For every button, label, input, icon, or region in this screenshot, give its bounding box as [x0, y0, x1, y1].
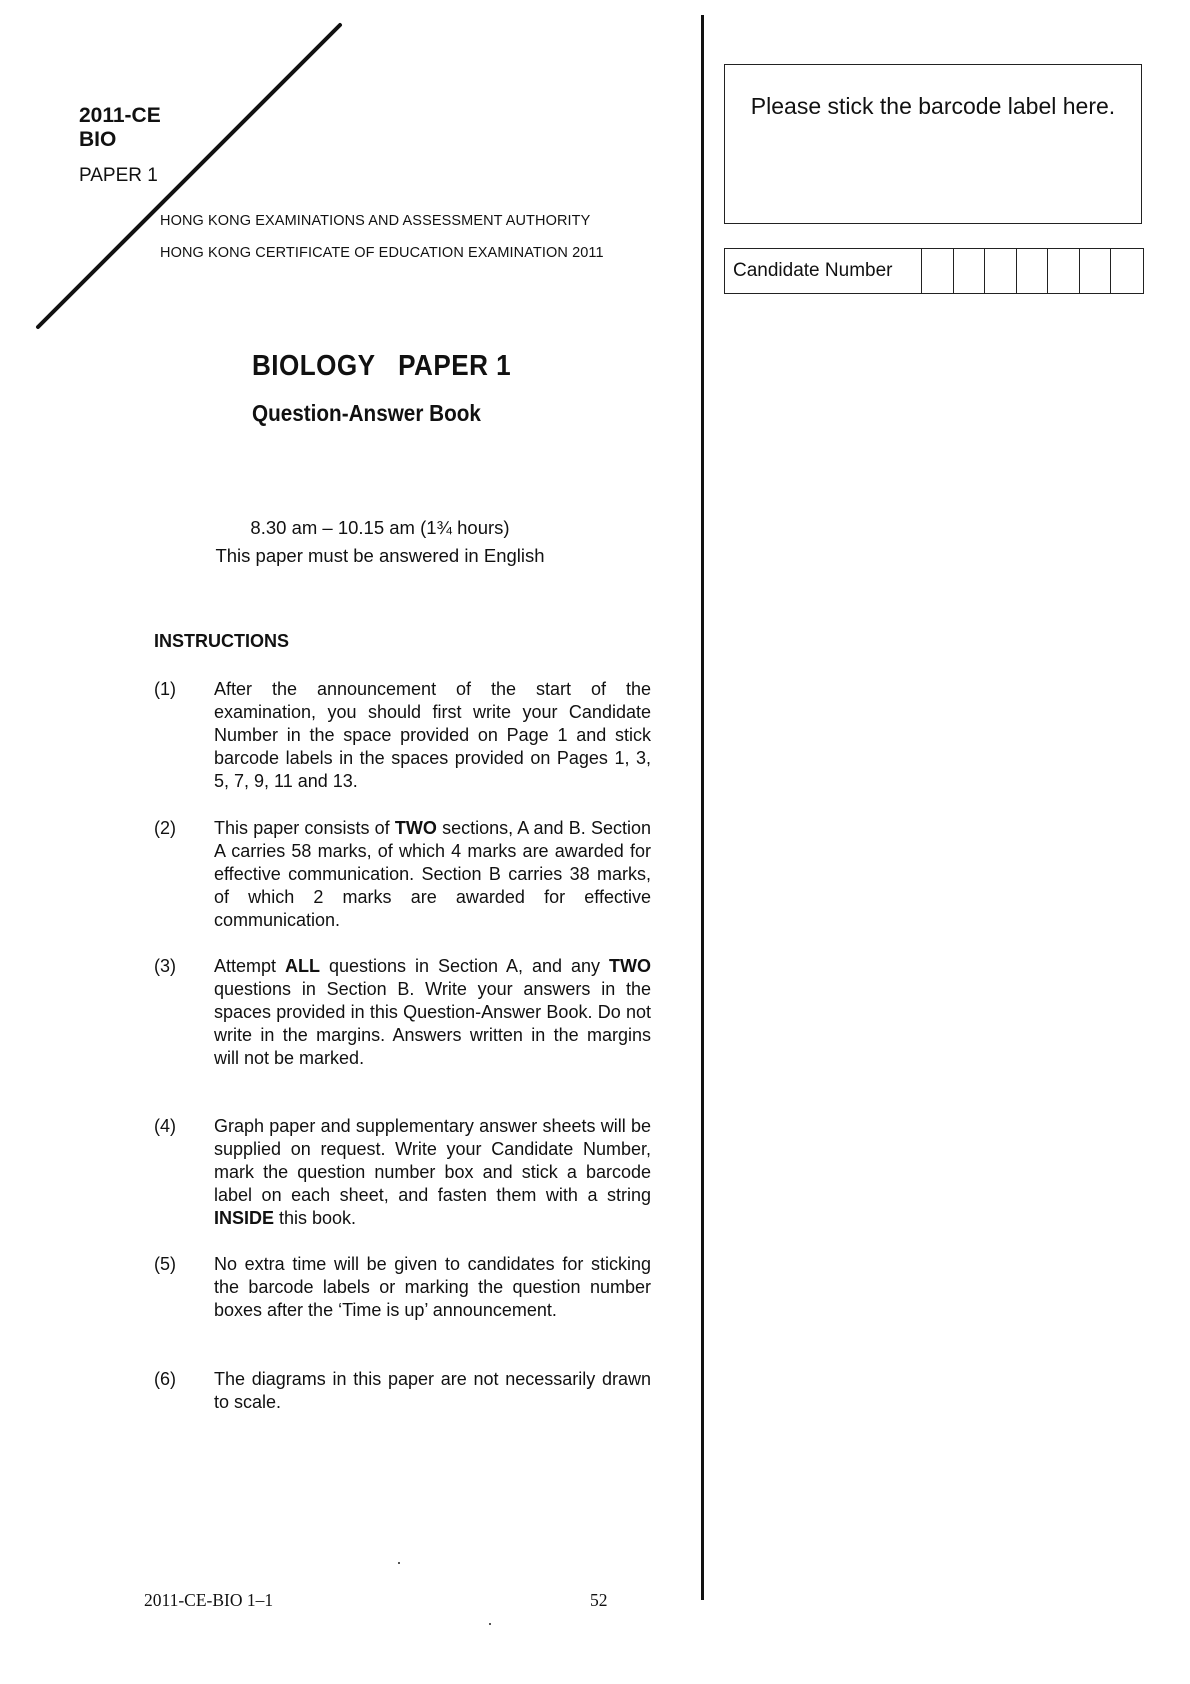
barcode-label-box — [724, 64, 1142, 224]
instruction-text: After the announcement of the start of the examination, you should first write your Candidate Number in the space provided on Page 1 and stick barcode labels in the spaces provided on Pages 1, 3, 5, 7, 9, 11 and 13. — [214, 679, 651, 791]
page-number: 52 — [590, 1590, 608, 1610]
page-title: BIOLOGY PAPER 1 — [252, 350, 512, 382]
instruction-number: (4) — [154, 1116, 176, 1136]
candidate-number-cell[interactable] — [1048, 249, 1080, 293]
candidate-number-cell[interactable] — [985, 249, 1017, 293]
instructions-heading: INSTRUCTIONS — [154, 631, 289, 651]
scan-speck — [489, 1623, 491, 1625]
instruction-number: (1) — [154, 679, 176, 699]
paper-number: PAPER 1 — [79, 165, 158, 186]
language-note: This paper must be answered in English — [215, 545, 545, 566]
exam-name: HONG KONG CERTIFICATE OF EDUCATION EXAMINATION 2011 — [160, 245, 604, 261]
candidate-number-label: Candidate Number — [725, 249, 922, 293]
candidate-number-cell[interactable] — [1080, 249, 1112, 293]
barcode-instruction: Please stick the barcode label here. — [750, 93, 1116, 119]
instruction-text: Graph paper and supplementary answer sheets will be supplied on request. Write your Candidate Number, mark the question number box and stick a barcode label on each sheet, and fasten them with a string INSIDE this book. — [214, 1116, 651, 1228]
candidate-number-row — [724, 248, 1144, 294]
paper-code-year: 2011-CE — [79, 104, 161, 127]
authority-name: HONG KONG EXAMINATIONS AND ASSESSMENT AUTHORITY — [160, 213, 591, 229]
candidate-number-cell[interactable] — [1017, 249, 1049, 293]
instruction-number: (5) — [154, 1254, 176, 1274]
instruction-text: Attempt ALL questions in Section A, and any TWO questions in Section B. Write your answers in the spaces provided in this Question-Answer Book. Do not write in the margins. Answers written in the margins will not be marked. — [214, 956, 651, 1068]
instruction-number: (6) — [154, 1369, 176, 1389]
candidate-number-cell[interactable] — [922, 249, 954, 293]
exam-time: 8.30 am – 10.15 am (1¾ hours) — [250, 517, 510, 538]
scan-speck — [398, 1562, 400, 1564]
candidate-number-cell[interactable] — [954, 249, 986, 293]
footer-paper-code: 2011-CE-BIO 1–1 — [144, 1590, 274, 1610]
paper-code-subject: BIO — [79, 128, 117, 151]
instruction-text: This paper consists of TWO sections, A and B. Section A carries 58 marks, of which 4 marks are awarded for effective communication. Section B carries 38 marks, of which 2 marks are awarded for effective communication. — [214, 818, 651, 930]
instruction-text: No extra time will be given to candidates for sticking the barcode labels or marking the question number boxes after the ‘Time is up’ announcement. — [214, 1254, 651, 1320]
corner-diagonal-line — [0, 0, 400, 340]
instruction-number: (3) — [154, 956, 176, 976]
instruction-number: (2) — [154, 818, 176, 838]
vertical-divider — [701, 15, 704, 1600]
page-subtitle: Question-Answer Book — [252, 400, 481, 426]
instruction-text: The diagrams in this paper are not necessarily drawn to scale. — [214, 1369, 651, 1412]
candidate-number-cell[interactable] — [1111, 249, 1143, 293]
